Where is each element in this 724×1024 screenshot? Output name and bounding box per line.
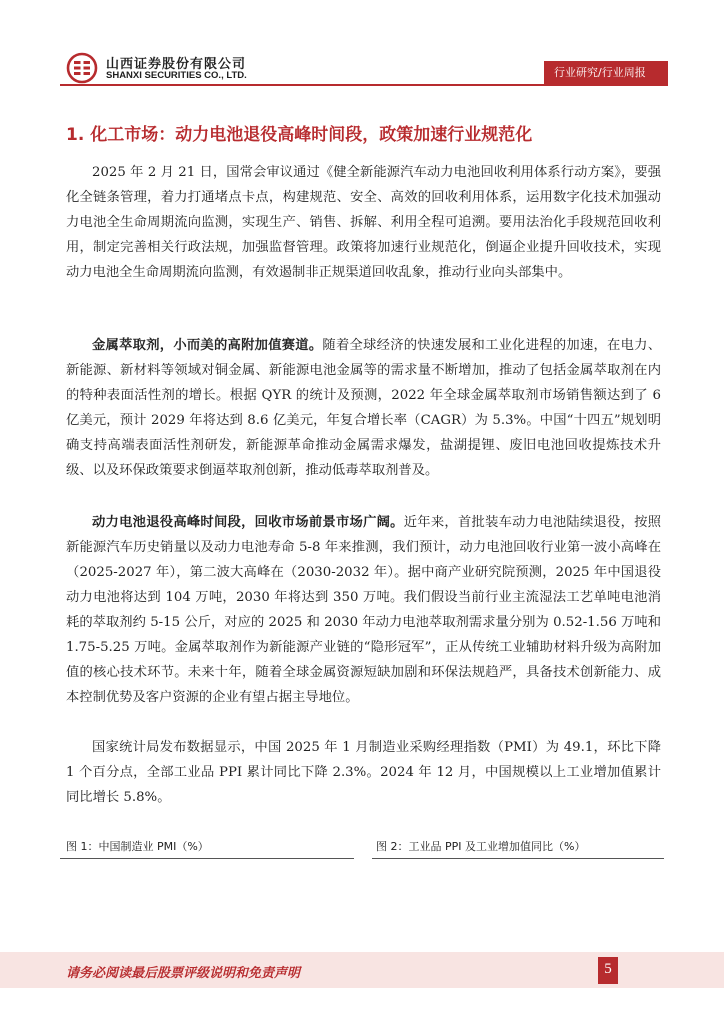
- paragraph-text: 国家统计局发布数据显示，中国 2025 年 1 月制造业采购经理指数（PMI）为 49.1，环比下降 1 个百分点，全部工业品 PPI 累计同比下降 2.3%。2024 年 12 月，中国规模以上工业增加值累计同比增长 5.8%。: [66, 740, 661, 805]
- paragraph-lead: 金属萃取剂，小而美的高附加值赛道。: [92, 338, 323, 353]
- company-name-cn: 山西证券股份有限公司: [106, 57, 247, 72]
- company-name-en: SHANXI SECURITIES CO., LTD.: [106, 70, 247, 81]
- report-category: 行业研究/行业周报: [554, 66, 646, 79]
- paragraph-text: 近年来，首批装车动力电池陆续退役，按照新能源汽车历史销量以及动力电池寿命 5-8 年来推测，我们预计，动力电池回收行业第一波小高峰在（2025-2027 年），第二波大高峰在（2030-2032 年）。据中商产业研究院预测，2025 年中国退役动力电池将达到 104 万吨，2030 年将达到 350 万吨。我们假设当前行业主流湿法工艺单吨电池消耗的萃取剂约 5-15 公斤，对应的 2025 和 2030 年动力电池萃取剂需求量分别为 0.52-1.56 万吨和 1.75-5.25 万吨。金属萃取剂作为新能源产业链的“隐形冠军”，正从传统工业辅助材料升级为高附加值的核心技术环节。未来十年，随着全球金属资源短缺加剧和环保法规趋严，具备技术创新能力、成本控制优势及客户资源的企业有望占据主导地位。: [66, 515, 662, 705]
- section-title: 1. 化工市场：动力电池退役高峰时间段，政策加速行业规范化: [66, 125, 533, 145]
- paragraph-text: 2025 年 2 月 21 日，国常会审议通过《健全新能源汽车动力电池回收利用体系行动方案》，要强化全链条管理，着力打通堵点卡点，构建规范、安全、高效的回收利用体系，运用数字化技术加强动力电池全生命周期流向监测，实现生产、销售、拆解、利用全程可追溯。要用法治化手段规范回收利用，制定完善相关行政法规，加强监督管理。政策将加速行业规范化，倒逼企业提升回收技术，实现动力电池全生命周期流向监测，有效遏制非正规渠道回收乱象，推动行业向头部集中。: [66, 165, 661, 280]
- page-number: 5: [604, 961, 612, 977]
- paragraph-policy: [66, 160, 661, 285]
- shanxi-securities-logo-icon: [66, 52, 98, 84]
- header-divider: [60, 84, 668, 86]
- figure-1-caption: 图 1：中国制造业 PMI（%）: [66, 840, 209, 853]
- footer-disclaimer: 请务必阅读最后股票评级说明和免责声明: [66, 966, 301, 981]
- figure-2-divider: [372, 858, 664, 859]
- figure-2-caption: 图 2：工业品 PPI 及工业增加值同比（%）: [376, 840, 586, 853]
- paragraph-lead: 动力电池退役高峰时间段，回收市场前景市场广阔。: [92, 515, 404, 530]
- paragraph-metal-extractant: [66, 333, 661, 483]
- paragraph-battery-recycling: [66, 510, 661, 710]
- figure-1-divider: [60, 858, 354, 859]
- paragraph-text: 随着全球经济的快速发展和工业化进程的加速，在电力、新能源、新材料等领域对铜金属、新能源电池金属等的需求量不断增加，推动了包括金属萃取剂在内的特种表面活性剂的增长。根据 QYR 的统计及预测，2022 年全球金属萃取剂市场销售额达到了 6 亿美元，预计 2029 年将达到 8.6 亿美元，年复合增长率（CAGR）为 5.3%。中国“十四五”规划明确支持高端表面活性剂研发，新能源革命推动金属需求爆发，盐湖提锂、废旧电池回收提炼技术升级、以及环保政策要求倒逼萃取剂创新，推动低毒萃取剂普及。: [66, 338, 662, 478]
- paragraph-macro-data: [66, 735, 661, 810]
